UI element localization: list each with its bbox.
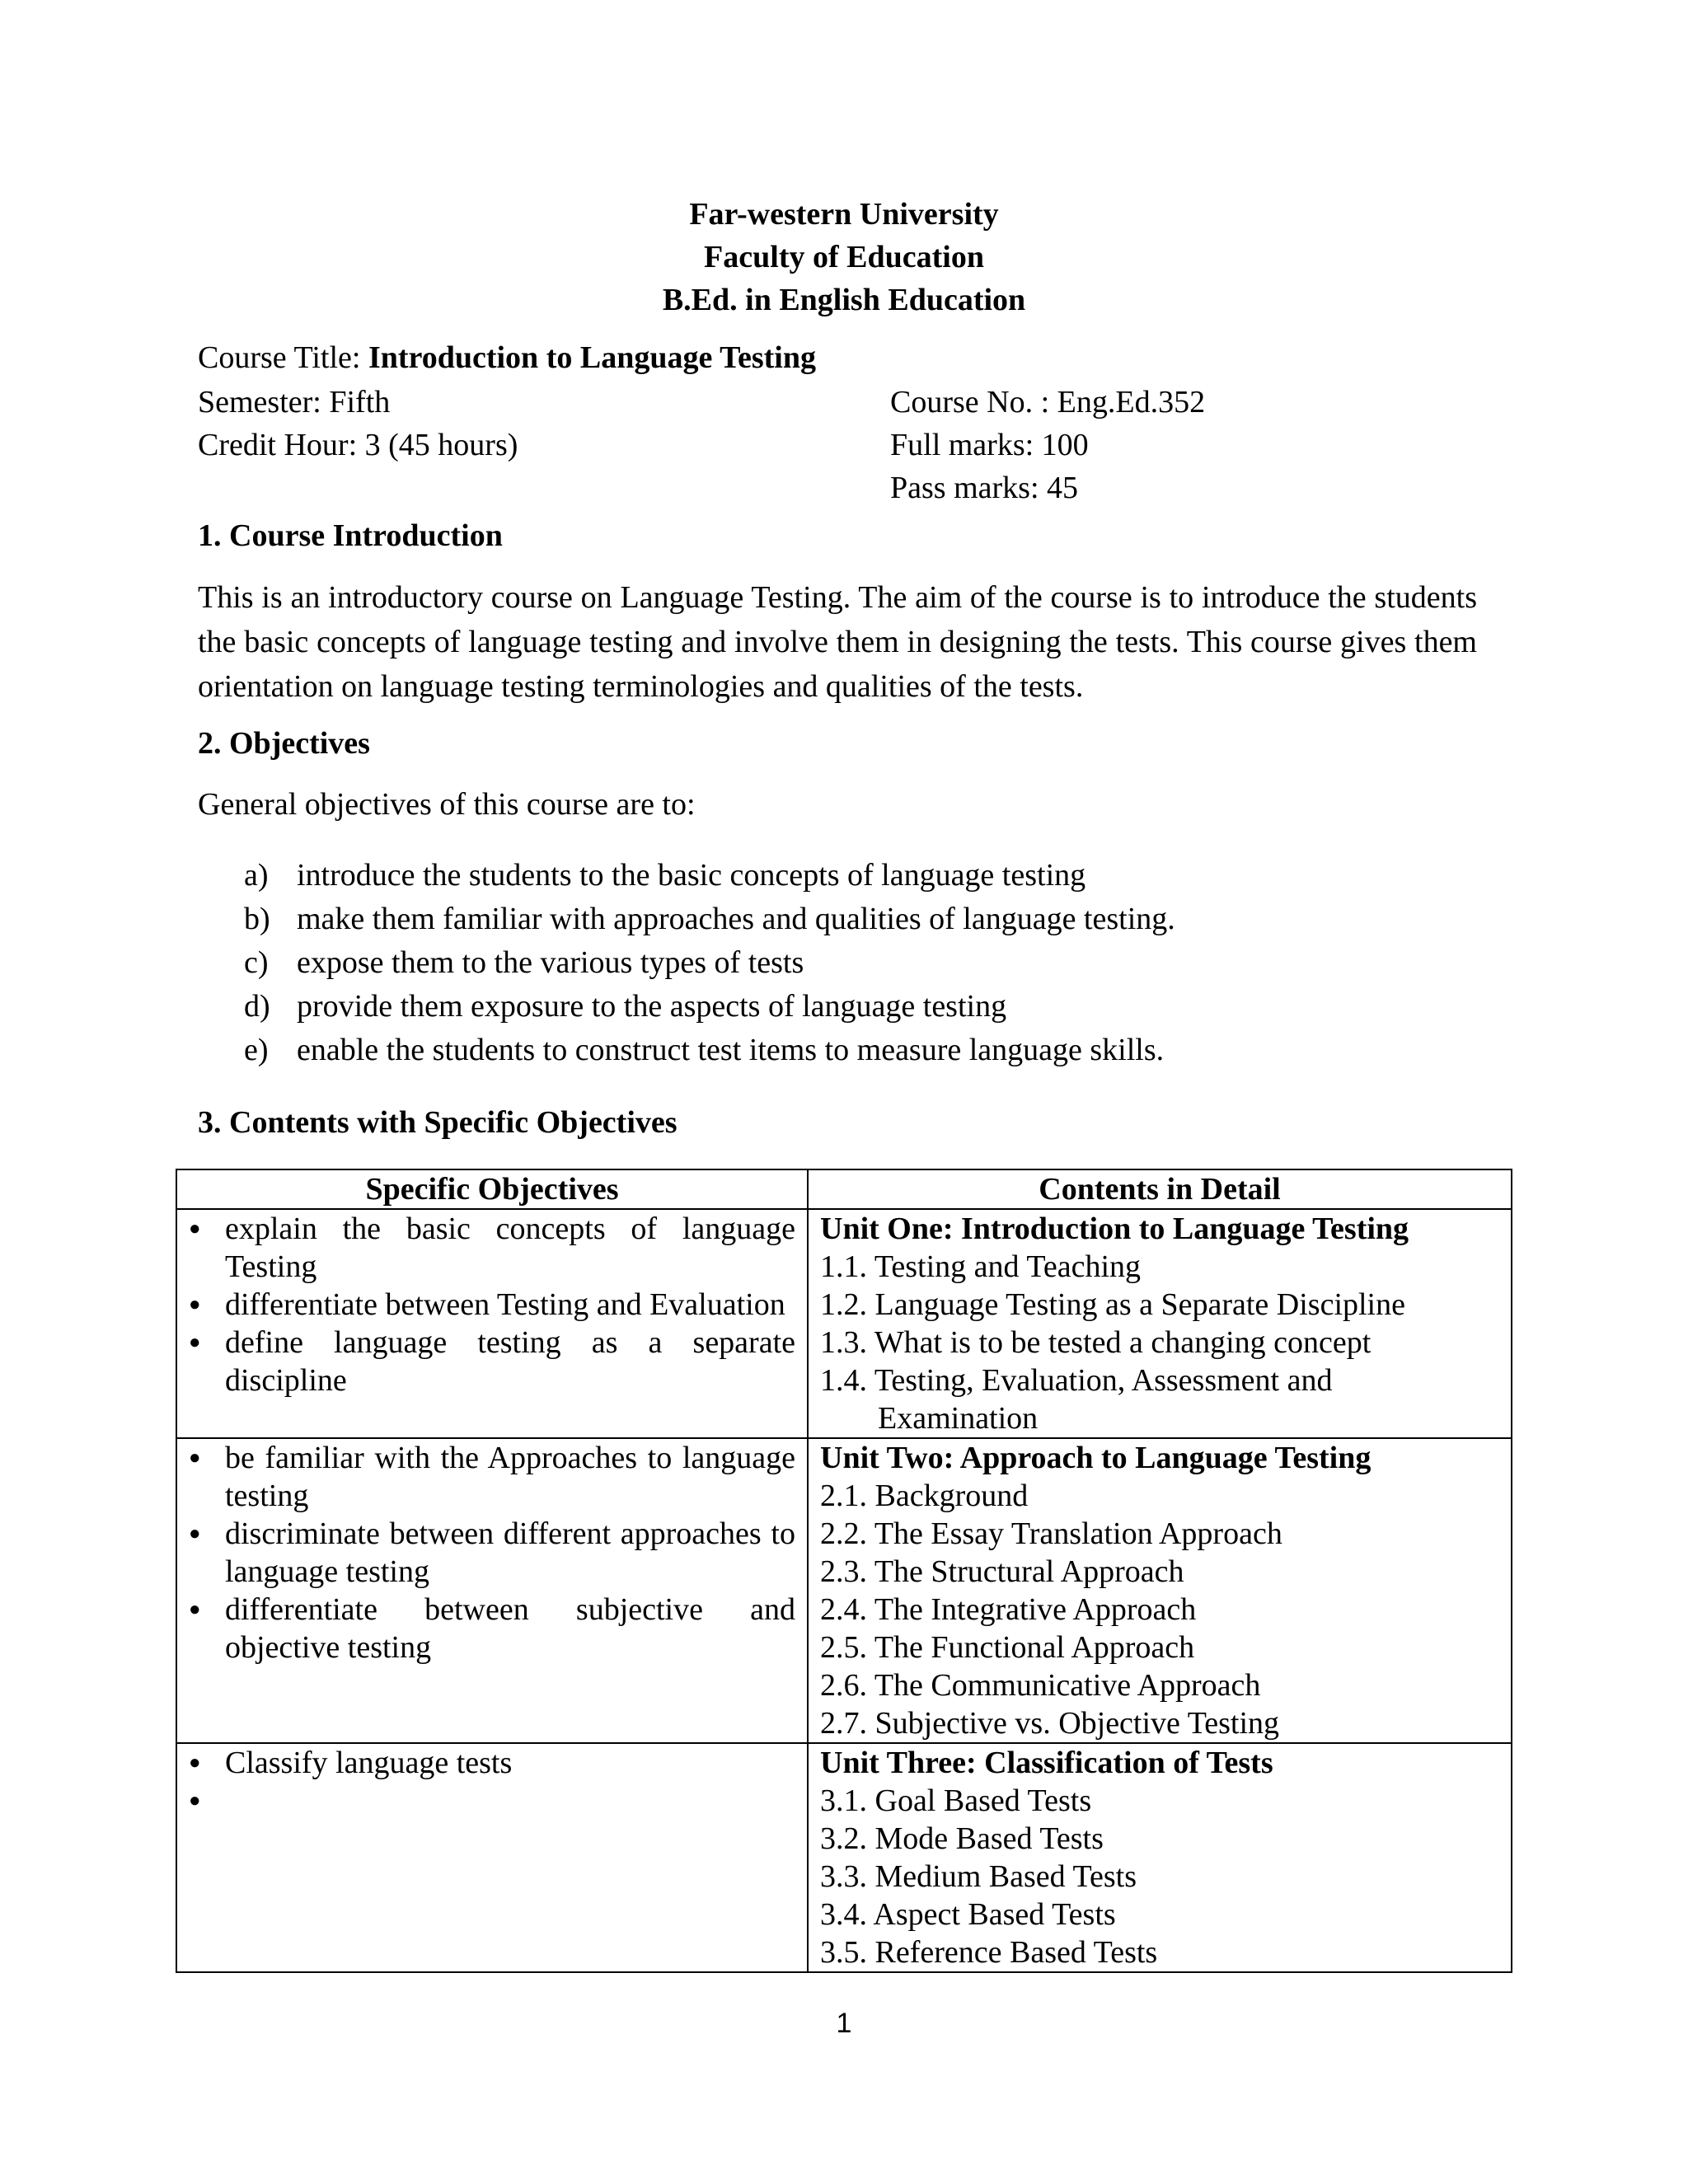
objective-bullet: ● Classify language tests (225, 1744, 795, 1782)
list-item-letter: e) (244, 1033, 269, 1067)
contents-table (176, 1169, 1512, 1973)
objectives-cell (176, 1209, 808, 1438)
section-heading-contents: 3. Contents with Specific Objectives (198, 1105, 678, 1140)
content-item: 2.1. Background (820, 1479, 1029, 1513)
list-item-letter: b) (244, 902, 270, 936)
course-title-label: Course Title: (198, 340, 361, 375)
list-item-text: introduce the students to the basic concepts of language testing (297, 858, 1086, 893)
program-name: B.Ed. in English Education (662, 283, 1026, 317)
objectives-intro: General objectives of this course are to: (198, 787, 696, 822)
full-marks: Full marks: 100 (890, 428, 1089, 462)
content-item: 2.7. Subjective vs. Objective Testing (820, 1706, 1280, 1741)
list-item-text: enable the students to construct test items to measure language skills. (297, 1033, 1165, 1067)
content-item: 2.3. The Structural Approach (820, 1554, 1184, 1589)
column-header-objectives: Specific Objectives (176, 1169, 808, 1209)
list-item (198, 898, 1517, 941)
unit-title: Unit Three: Classification of Tests (820, 1746, 1273, 1780)
course-title-row (198, 336, 816, 379)
course-title-value: Introduction to Language Testing (368, 340, 816, 375)
column-header-contents: Contents in Detail (808, 1169, 1512, 1209)
list-item (198, 1029, 1517, 1072)
list-item (198, 985, 1517, 1029)
content-item: 2.4. The Integrative Approach (820, 1592, 1197, 1627)
pass-marks: Pass marks: 45 (890, 471, 1078, 505)
content-item: 2.2. The Essay Translation Approach (820, 1516, 1282, 1551)
objective-bullet: ● discriminate between different approaches to language testing (225, 1515, 795, 1591)
section-heading-objectives: 2. Objectives (198, 726, 370, 761)
semester: Semester: Fifth (198, 385, 391, 419)
credit-hour: Credit Hour: 3 (45 hours) (198, 428, 518, 462)
content-item: 1.3. What is to be tested a changing concept (820, 1325, 1372, 1360)
list-item (198, 941, 1517, 985)
table-row (176, 1743, 1512, 1972)
table-row (176, 1209, 1512, 1438)
content-item: 2.5. The Functional Approach (820, 1630, 1195, 1665)
objective-bullet: ● explain the basic concepts of language Testing (225, 1210, 795, 1286)
objective-bullet: ● be familiar with the Approaches to language testing (225, 1439, 795, 1515)
contents-cell (808, 1438, 1512, 1743)
content-item: 1.2. Language Testing as a Separate Discipline (820, 1287, 1405, 1322)
content-item: 2.6. The Communicative Approach (820, 1668, 1261, 1703)
content-item: 1.1. Testing and Teaching (820, 1249, 1142, 1284)
course-number: Course No. : Eng.Ed.352 (890, 385, 1206, 419)
list-item-text: provide them exposure to the aspects of language testing (297, 989, 1007, 1024)
content-item: Examination (878, 1401, 1039, 1436)
list-item-text: expose them to the various types of tests (297, 945, 804, 980)
unit-title: Unit One: Introduction to Language Testing (820, 1212, 1409, 1246)
list-item-text: make them familiar with approaches and qualities of language testing. (297, 902, 1175, 936)
table-row (176, 1438, 1512, 1743)
content-item: 3.3. Medium Based Tests (820, 1859, 1137, 1894)
list-item-letter: d) (244, 989, 270, 1024)
content-item: 3.1. Goal Based Tests (820, 1783, 1092, 1818)
contents-cell (808, 1209, 1512, 1438)
list-item (198, 854, 1517, 898)
objective-bullet: ● define language testing as a separate discipline (225, 1324, 795, 1399)
objective-bullet: ● differentiate between subjective and objective testing (225, 1591, 795, 1666)
university-name: Far-western University (689, 197, 999, 232)
course-introduction-text: This is an introductory course on Language Testing. The aim of the course is to introduce the students the basic concepts of language testing and involve them in designing the tests. This course gives them orientation on language testing terminologies and qualities of the tests. (198, 580, 1477, 704)
list-item-letter: c) (244, 945, 269, 980)
objective-bullet-empty (225, 1782, 795, 1820)
objective-bullet: ● differentiate between Testing and Evaluation (225, 1286, 795, 1324)
content-item: 3.2. Mode Based Tests (820, 1821, 1104, 1856)
objectives-cell (176, 1438, 808, 1743)
table-header-row (176, 1169, 1512, 1209)
section-heading-introduction: 1. Course Introduction (198, 518, 503, 553)
content-item: 3.5. Reference Based Tests (820, 1935, 1158, 1970)
objectives-cell (176, 1743, 808, 1972)
faculty-name: Faculty of Education (704, 240, 984, 274)
general-objectives-list (198, 854, 1517, 1072)
unit-title: Unit Two: Approach to Language Testing (820, 1441, 1372, 1475)
contents-cell (808, 1743, 1512, 1972)
list-item-letter: a) (244, 858, 269, 893)
content-item: 1.4. Testing, Evaluation, Assessment and (820, 1363, 1333, 1398)
content-item: 3.4. Aspect Based Tests (820, 1897, 1116, 1932)
page-number: 1 (836, 2008, 852, 2039)
